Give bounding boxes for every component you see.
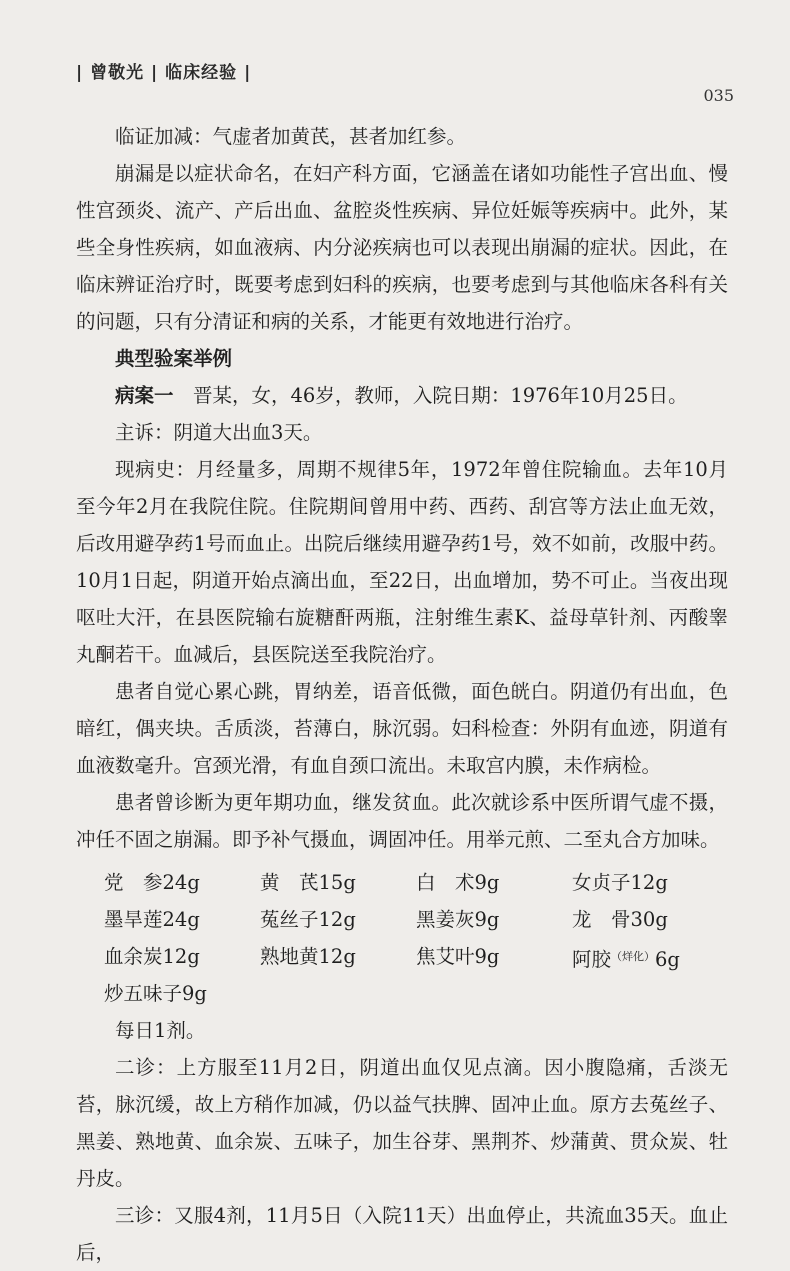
paragraph-metrorrhagia: 崩漏是以症状命名，在妇产科方面，它涵盖在诸如功能性子宫出血、慢性宫颈炎、流产、产后出血、盆腔炎性疾病、异位妊娠等疾病中。此外，某些全身性疾病，如血液病、内分泌疾病也可以表现出崩漏的症状。因此，在临床辨证治疗时，既要考虑到妇科的疾病，也要考虑到与其他临床各科有关的问题，只有分清证和病的关系，才能更有效地进行治疗。 — [76, 162, 728, 333]
running-head: | 曾敬光 | 临床经验 | — [76, 63, 252, 83]
herb-item: 菟丝子12g — [260, 908, 356, 931]
prescription-list — [104, 864, 728, 1012]
paragraph-symptoms: 患者自觉心累心跳，胃纳差，语音低微，面色㿠白。阴道仍有出血，色暗红，偶夹块。舌质淡，苔薄白，脉沉弱。妇科检查：外阴有血迹，阴道有血液数毫升。宫颈光滑，有血自颈口流出。未取宫内膜，未作病检。 — [76, 680, 728, 777]
paragraph-history: 现病史：月经量多，周期不规律5年，1972年曾住院输血。去年10月至今年2月在我院住院。住院期间曾用中药、西药、刮宫等方法止血无效，后改用避孕药1号而血止。出院后继续用避孕药1号，效不如前，改服中药。10月1日起，阴道开始点滴出血，至22日，出血增加，势不可止。当夜出现呕吐大汗，在县医院输右旋糖酐两瓶，注射维生素K、益母草针剂、丙酸睾丸酮若干。血减后，县医院送至我院治疗。 — [76, 458, 728, 666]
paragraph-third-visit: 三诊：又服4剂，11月5日（入院11天）出血停止，共流血35天。血止后， — [76, 1204, 728, 1264]
herb-item: 黄 芪15g — [260, 871, 356, 894]
herb-item: 墨旱莲24g — [104, 908, 200, 931]
herb-item-ejiao — [572, 938, 728, 975]
herb-item: 龙 骨30g — [572, 908, 668, 931]
page-number: 035 — [703, 86, 734, 105]
paragraph-second-visit: 二诊：上方服至11月2日，阴道出血仅见点滴。因小腹隐痛，舌淡无苔，脉沉缓，故上方稍作加减，仍以益气扶脾、固冲止血。原方去菟丝子、黑姜、熟地黄、血余炭、五味子，加生谷芽、黑荆芥、炒蒲黄、贯众炭、牡丹皮。 — [76, 1056, 728, 1190]
paragraph-dosage: 每日1剂。 — [115, 1019, 206, 1042]
herb-name: 阿胶 — [572, 948, 612, 971]
herb-item: 炒五味子9g — [104, 982, 207, 1005]
paragraph-diagnosis: 患者曾诊断为更年期功血，继发贫血。此次就诊系中医所谓气虚不摄，冲任不固之崩漏。即予补气摄血，调固冲任。用举元煎、二至丸合方加味。 — [76, 791, 728, 851]
case-details: 晋某，女，46岁，教师，入院日期：1976年10月25日。 — [173, 384, 688, 407]
paragraph-complaint: 主诉：阴道大出血3天。 — [115, 421, 323, 444]
paragraph-case-info — [76, 377, 728, 414]
body-text — [76, 118, 728, 1271]
herb-item: 黑姜灰9g — [416, 908, 500, 931]
prescription-row — [104, 938, 728, 975]
paragraph-modification: 临证加减：气虚者加黄芪，甚者加红参。 — [115, 125, 467, 148]
prescription-row — [104, 901, 728, 938]
herb-item: 女贞子12g — [572, 871, 668, 894]
herb-item: 白 术9g — [416, 871, 500, 894]
prescription-row — [104, 864, 728, 901]
prescription-row — [104, 975, 728, 1012]
herb-item: 熟地黄12g — [260, 945, 356, 968]
herb-item: 血余炭12g — [104, 945, 200, 968]
section-heading: 典型验案举例 — [115, 347, 233, 370]
herb-note: （烊化） — [611, 950, 656, 963]
herb-item: 焦艾叶9g — [416, 945, 500, 968]
herb-item: 党 参24g — [104, 871, 200, 894]
case-label: 病案一 — [115, 384, 174, 407]
herb-dose: 6g — [655, 948, 680, 971]
